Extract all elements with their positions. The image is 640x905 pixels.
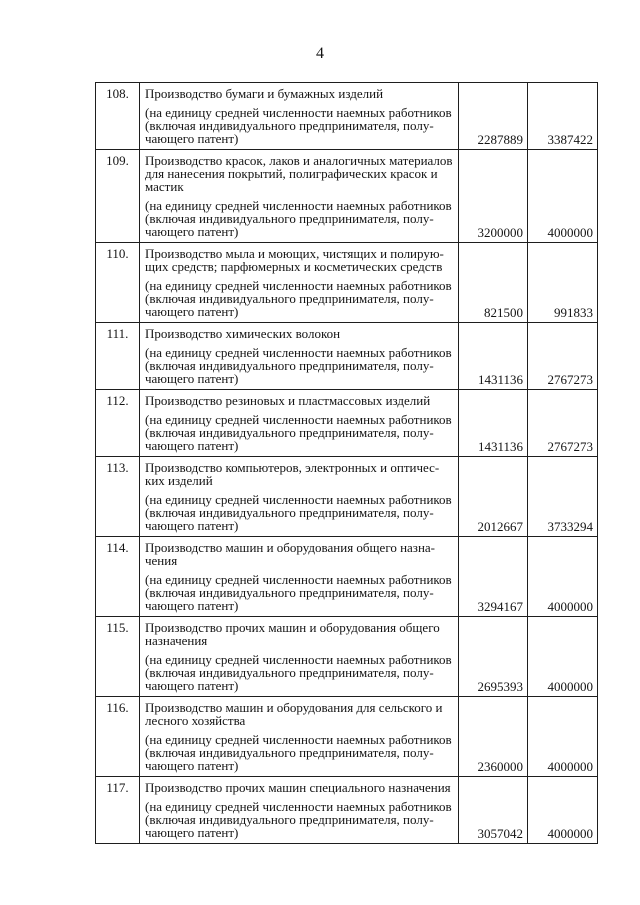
row-number: 111. [96, 323, 140, 390]
value-second: 2767273 [528, 390, 598, 457]
table-row [96, 323, 598, 390]
activity-note-line: чающего патент) [145, 758, 239, 773]
value-first: 2012667 [459, 457, 528, 537]
activity-title-line: Производство химических волокон [145, 326, 341, 341]
activity-note-line: чающего патент) [145, 518, 239, 533]
activity-title-line: чения [145, 553, 178, 568]
activity-note [145, 199, 456, 238]
table-row [96, 243, 598, 323]
row-number: 117. [96, 777, 140, 844]
activity-note-line: чающего патент) [145, 678, 239, 693]
value-second: 4000000 [528, 697, 598, 777]
activity-note-line: (на единицу средней численности наемных работников [145, 799, 452, 814]
activity-title-line: назначения [145, 633, 208, 648]
value-second: 3387422 [528, 83, 598, 150]
row-number: 114. [96, 537, 140, 617]
row-number: 115. [96, 617, 140, 697]
activity-title [145, 247, 456, 273]
value-second: 4000000 [528, 537, 598, 617]
row-description [140, 83, 459, 150]
value-second: 4000000 [528, 617, 598, 697]
activity-note [145, 493, 456, 532]
activity-table [95, 82, 598, 844]
activity-title [145, 701, 456, 727]
activity-note [145, 106, 456, 145]
value-first: 3200000 [459, 150, 528, 243]
value-second: 4000000 [528, 150, 598, 243]
activity-note-line: (включая индивидуального предпринимателя, полу- [145, 745, 434, 760]
row-description [140, 777, 459, 844]
activity-note-line: (включая индивидуального предпринимателя, полу- [145, 118, 434, 133]
activity-title-line: мастик [145, 179, 184, 194]
row-number: 109. [96, 150, 140, 243]
activity-title [145, 87, 456, 100]
row-description [140, 617, 459, 697]
activity-title-line: Производство машин и оборудования для сельского и [145, 700, 443, 715]
activity-title [145, 621, 456, 647]
activity-note-line: (включая индивидуального предпринимателя, полу- [145, 425, 434, 440]
activity-note-line: (включая индивидуального предпринимателя, полу- [145, 211, 434, 226]
table-row [96, 390, 598, 457]
activity-note-line: (на единицу средней численности наемных работников [145, 345, 452, 360]
activity-note [145, 573, 456, 612]
table-row [96, 457, 598, 537]
activity-note-line: (на единицу средней численности наемных работников [145, 492, 452, 507]
table-row [96, 83, 598, 150]
value-first: 2287889 [459, 83, 528, 150]
value-first: 3294167 [459, 537, 528, 617]
activity-title-line: щих средств; парфюмерных и косметических средств [145, 259, 443, 274]
activity-note-line: чающего патент) [145, 224, 239, 239]
row-description [140, 457, 459, 537]
value-second: 3733294 [528, 457, 598, 537]
table-row [96, 537, 598, 617]
activity-note-line: чающего патент) [145, 131, 239, 146]
value-first: 821500 [459, 243, 528, 323]
table-row [96, 777, 598, 844]
activity-title-line: Производство прочих машин специального назначения [145, 780, 451, 795]
activity-note-line: (включая индивидуального предпринимателя, полу- [145, 291, 434, 306]
activity-title-line: Производство компьютеров, электронных и оптичес- [145, 460, 440, 475]
value-first: 3057042 [459, 777, 528, 844]
activity-title [145, 461, 456, 487]
activity-note [145, 279, 456, 318]
activity-title [145, 154, 456, 193]
activity-title-line: лесного хозяйства [145, 713, 246, 728]
activity-note [145, 346, 456, 385]
row-description [140, 697, 459, 777]
row-description [140, 243, 459, 323]
activity-title-line: ких изделий [145, 473, 213, 488]
activity-note-line: (на единицу средней численности наемных работников [145, 278, 452, 293]
activity-note-line: (на единицу средней численности наемных работников [145, 412, 452, 427]
activity-title [145, 394, 456, 407]
row-description [140, 390, 459, 457]
row-description [140, 537, 459, 617]
row-number: 110. [96, 243, 140, 323]
activity-note-line: чающего патент) [145, 304, 239, 319]
activity-note-line: (на единицу средней численности наемных работников [145, 198, 452, 213]
row-number: 116. [96, 697, 140, 777]
activity-note-line: (на единицу средней численности наемных работников [145, 105, 452, 120]
activity-title-line: Производство резиновых и пластмассовых изделий [145, 393, 431, 408]
row-number: 113. [96, 457, 140, 537]
table-row [96, 697, 598, 777]
activity-note-line: чающего патент) [145, 371, 239, 386]
row-number: 108. [96, 83, 140, 150]
row-description [140, 150, 459, 243]
activity-title [145, 541, 456, 567]
activity-title-line: Производство машин и оборудования общего назна- [145, 540, 435, 555]
activity-title-line: Производство бумаги и бумажных изделий [145, 86, 384, 101]
table-row [96, 617, 598, 697]
row-number: 112. [96, 390, 140, 457]
activity-note-line: (включая индивидуального предпринимателя, полу- [145, 585, 434, 600]
activity-note-line: чающего патент) [145, 825, 239, 840]
activity-note [145, 800, 456, 839]
activity-title-line: Производство прочих машин и оборудования общего [145, 620, 440, 635]
table-row [96, 150, 598, 243]
activity-note [145, 413, 456, 452]
activity-title [145, 781, 456, 794]
value-first: 1431136 [459, 390, 528, 457]
activity-note-line: (включая индивидуального предпринимателя, полу- [145, 505, 434, 520]
activity-note-line: чающего патент) [145, 598, 239, 613]
activity-note-line: чающего патент) [145, 438, 239, 453]
activity-note-line: (включая индивидуального предпринимателя, полу- [145, 358, 434, 373]
activity-note [145, 653, 456, 692]
value-first: 2695393 [459, 617, 528, 697]
table-body [96, 83, 598, 844]
activity-title-line: для нанесения покрытий, полиграфических красок и [145, 166, 438, 181]
activity-note-line: (включая индивидуального предпринимателя, полу- [145, 812, 434, 827]
activity-title-line: Производство мыла и моющих, чистящих и полирую- [145, 246, 444, 261]
activity-note-line: (включая индивидуального предпринимателя, полу- [145, 665, 434, 680]
value-second: 2767273 [528, 323, 598, 390]
activity-note-line: (на единицу средней численности наемных работников [145, 732, 452, 747]
value-first: 2360000 [459, 697, 528, 777]
value-second: 4000000 [528, 777, 598, 844]
activity-note-line: (на единицу средней численности наемных работников [145, 652, 452, 667]
value-second: 991833 [528, 243, 598, 323]
activity-title-line: Производство красок, лаков и аналогичных материалов [145, 153, 453, 168]
activity-note [145, 733, 456, 772]
activity-note-line: (на единицу средней численности наемных работников [145, 572, 452, 587]
row-description [140, 323, 459, 390]
activity-title [145, 327, 456, 340]
value-first: 1431136 [459, 323, 528, 390]
page-number: 4 [316, 45, 324, 62]
